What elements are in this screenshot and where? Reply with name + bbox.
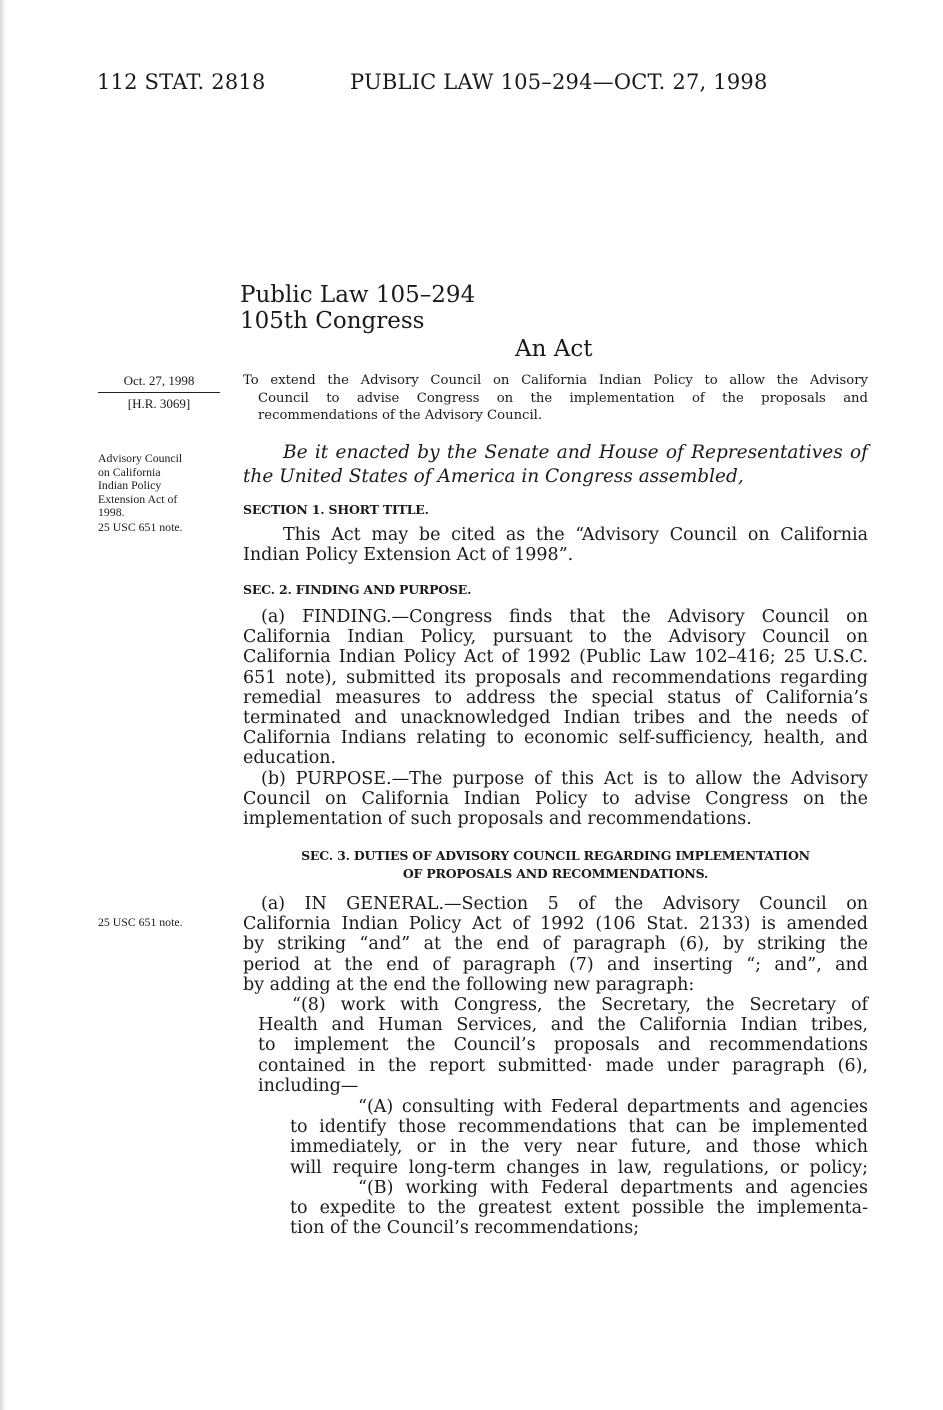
text-line: terminated and unacknowledged Indian tribes and the needs of [243, 708, 868, 729]
law-title: Public Law 105–294 [240, 282, 476, 308]
text-line: by striking “and” at the end of paragraph (6), by striking the [243, 934, 868, 955]
enactment-date: Oct. 27, 1998 [98, 373, 220, 393]
margin-date-block [98, 373, 220, 412]
text-line: the United States of America in Congress assembled, [243, 466, 744, 487]
short-title-margin-note [98, 452, 182, 520]
text-line: Indian Policy Extension Act of 1998”. [243, 545, 574, 566]
text-line: This Act may be cited as the “Advisory Council on California [283, 525, 868, 545]
subparagraph-b [290, 1178, 868, 1239]
section-2-finding [243, 607, 868, 769]
text-line: recommendations of the Advisory Council. [258, 408, 543, 423]
text-line: education. [243, 748, 337, 769]
section-2-purpose [243, 769, 868, 830]
heading-line: OF PROPOSALS AND RECOMMENDATIONS. [402, 866, 709, 881]
text-line: (a) FINDING.—Congress finds that the Advisory Council on [261, 607, 868, 627]
text-line: period at the end of paragraph (7) and inserting “; and”, and [243, 954, 868, 975]
text-line: contained in the report submitted· made under paragraph (6), [258, 1055, 868, 1076]
text-line: Health and Human Services, and the California Indian tribes, [258, 1015, 868, 1036]
section-1-heading: SECTION 1. SHORT TITLE. [243, 502, 429, 517]
act-title: An Act [515, 336, 593, 362]
usc-note: 25 USC 651 note. [98, 520, 183, 534]
text-line: tion of the Council’s recommendations; [290, 1218, 640, 1239]
text-line: implementation of such proposals and recommendations. [243, 809, 752, 830]
text-line: (a) IN GENERAL.—Section 5 of the Advisory Council on [261, 894, 868, 914]
text-line: immediately, or in the very near future, and those which [290, 1137, 868, 1158]
text-line: California Indian Policy Act of 1992 (Public Law 102–416; 25 U.S.C. [243, 647, 868, 668]
section-2-heading: SEC. 2. FINDING AND PURPOSE. [243, 582, 472, 597]
text-line: “(8) work with Congress, the Secretary, the Secretary of [292, 995, 868, 1015]
text-line: to identify those recommendations that can be implemented [290, 1117, 868, 1138]
text-line: to implement the Council’s proposals and recommendations [258, 1035, 868, 1056]
section-3-heading [243, 847, 868, 883]
page-edge [0, 0, 6, 1410]
heading-line: SEC. 3. DUTIES OF ADVISORY COUNCIL REGARDING IMPLEMENTATION [301, 848, 810, 863]
enacting-clause [243, 441, 868, 489]
long-title [243, 372, 868, 425]
usc-note: 25 USC 651 note. [98, 915, 183, 929]
bill-number: [H.R. 3069] [127, 396, 191, 411]
text-line: to expedite to the greatest extent possible the implementa- [290, 1198, 868, 1219]
text-line: will require long-term changes in law, regulations, or policy; [290, 1157, 868, 1178]
text-line: Be it enacted by the Senate and House of Representatives of [283, 442, 868, 463]
text-line: “(A) consulting with Federal departments and agencies [358, 1097, 868, 1117]
subparagraph-a [290, 1097, 868, 1178]
text-line: California Indian Policy Act of 1992 (106 Stat. 2133) is amended [243, 914, 868, 935]
text-line: “(B) working with Federal departments and agencies [358, 1178, 868, 1198]
text-line: by adding at the end the following new paragraph: [243, 974, 695, 995]
text-line: remedial measures to address the special status of California’s [243, 687, 868, 708]
text-line: Council to advise Congress on the implementation of the proposals and [258, 390, 868, 406]
running-title: PUBLIC LAW 105–294—OCT. 27, 1998 [350, 70, 768, 94]
congress-title: 105th Congress [240, 308, 425, 334]
text-line: including— [258, 1075, 359, 1096]
note-line: on California [98, 464, 161, 479]
note-line: Indian Policy [98, 478, 162, 493]
note-line: 1998. [98, 505, 125, 520]
note-line: Advisory Council [98, 451, 183, 465]
text-line: California Indian Policy, pursuant to the Advisory Council on [243, 627, 868, 648]
text-line: (b) PURPOSE.—The purpose of this Act is to allow the Advisory [261, 769, 868, 789]
text-line: California Indians relating to economic self-sufficiency, health, and [243, 728, 868, 749]
page-stat-number: 112 STAT. 2818 [97, 70, 266, 94]
section-3-in-general [243, 894, 868, 995]
text-line: Council on California Indian Policy to advise Congress on the [243, 789, 868, 810]
text-line: 651 note), submitted its proposals and recommendations regarding [243, 667, 868, 688]
text-line: To extend the Advisory Council on California Indian Policy to allow the Advisory [243, 373, 868, 388]
paragraph-8 [258, 995, 868, 1096]
note-line: Extension Act of [98, 491, 178, 506]
section-1-text [243, 525, 868, 565]
